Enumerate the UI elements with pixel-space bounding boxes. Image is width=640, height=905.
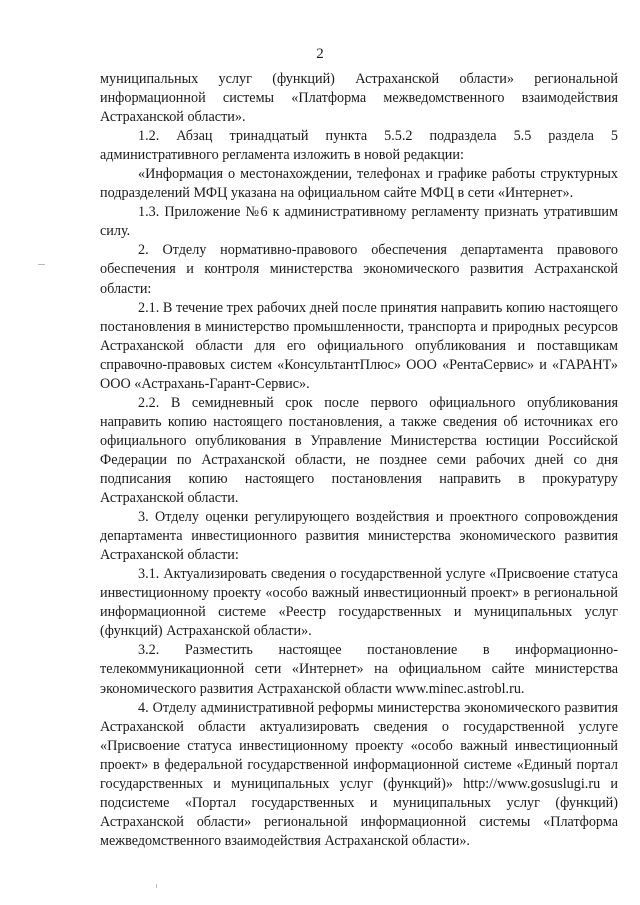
paragraph-2-2: 2.2. В семидневный срок после первого официального опубликования направить копию настоящего постановления, а также сведения об источниках его официального опубликования в Управление Министерства юстиции Российской Федерации по Астраханской области, не позднее семи рабочих дней со дня подписания копию настоящего постановления направить в прокуратуру Астраханской области. <box>100 394 618 507</box>
document-body <box>100 70 618 851</box>
paragraph-3-2: 3.2. Разместить настоящее постановление в информационно-телекоммуникационной сети «Интернет» на официальном сайте министерства экономического развития Астраханской области www.minec.astrobl.ru. <box>100 642 618 697</box>
paragraph-1-2: 1.2. Абзац тринадцатый пункта 5.5.2 подраздела 5.5 раздела 5 административного регламента изложить в новой редакции: <box>100 128 618 164</box>
paragraph-2-1: 2.1. В течение трех рабочих дней после принятия направить копию настоящего постановления в министерство промышленности, транспорта и природных ресурсов Астраханской области для его официального опубликования и поставщикам справочно-правовых систем «КонсультантПлюс» ООО «РентаСервис» и «ГАРАНТ» ООО «Астрахань-Гарант-Сервис». <box>100 299 618 392</box>
paragraph-3-1: 3.1. Актуализировать сведения о государственной услуге «Присвоение статуса инвестиционному проекту «особо важный инвестиционный проект» в региональной информационной системе «Реестр государственных и муниципальных услуг (функций) Астраханской области». <box>100 566 618 640</box>
scan-mark-left <box>38 264 45 265</box>
paragraph-4: 4. Отделу административной реформы министерства экономического развития Астраханской области актуализировать сведения о государственной услуге «Присвоение статуса инвестиционному проекту «особо важный инвестиционный проект» в федеральной государственной информационной системе «Единый портал государственных и муниципальных услуг (функций)» http://www.gosuslugi.ru и подсистеме «Портал государственных и муниципальных услуг (функций) Астраханской области» региональной информационной системы «Платформа межведомственного взаимодействия Астраханской области». <box>100 699 618 849</box>
paragraph-3: 3. Отделу оценки регулирующего воздействия и проектного сопровождения департамента инвестиционного развития министерства экономического развития Астраханской области: <box>100 509 618 564</box>
paragraph-continuation: муниципальных услуг (функций) Астраханской области» региональной информационной системы «Платформа межведомственного взаимодействия Астраханской области». <box>100 71 618 126</box>
paragraph-quote: «Информация о местонахождении, телефонах и графике работы структурных подразделений МФЦ указана на официальном сайте МФЦ в сети «Интернет». <box>100 166 618 202</box>
paragraph-1-3: 1.3. Приложение №6 к административному регламенту признать утратившим силу. <box>100 204 618 240</box>
paragraph-2: 2. Отделу нормативно-правового обеспечения департамента правового обеспечения и контроля министерства экономического развития Астраханской области: <box>100 242 618 297</box>
page-number: 2 <box>316 46 324 62</box>
scan-mark-bottom <box>156 884 157 888</box>
